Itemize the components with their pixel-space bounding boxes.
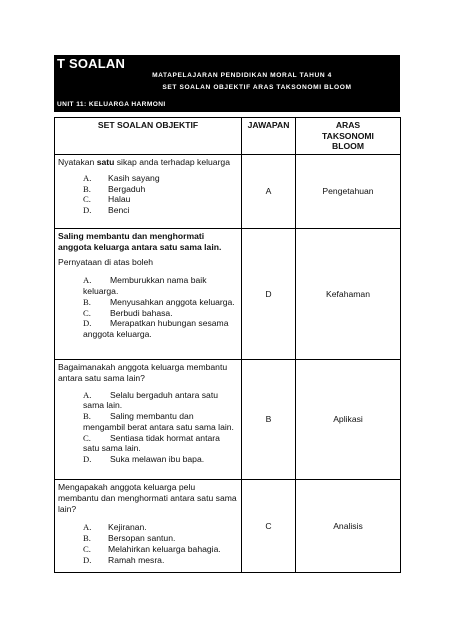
option-a: A. Selalu bergaduh antara satu sama lain.: [83, 389, 218, 411]
answer-cell: A: [242, 155, 296, 229]
table-row: [55, 480, 401, 573]
bloom-level-cell: Aplikasi: [296, 360, 401, 480]
question-cell: [55, 229, 242, 360]
option-b: B. Bersopan santun.: [83, 533, 176, 544]
question-cell: [55, 480, 242, 573]
option-d: D. Merapatkan hubungan sesama anggota keluarga.: [83, 318, 229, 340]
header-unit: UNIT 11: KELUARGA HARMONI: [57, 101, 166, 108]
option-a: A. Memburukkan nama baik keluarga.: [83, 275, 207, 297]
header-bloom-level: ARAS TAKSONOMI BLOOM: [296, 118, 401, 155]
document-header: [54, 55, 400, 112]
option-list: [58, 522, 238, 565]
table-row: [55, 155, 401, 229]
option-list: [58, 390, 238, 465]
question-table: [54, 117, 401, 573]
question-cell: [55, 360, 242, 480]
question-prompt: Pernyataan di atas boleh: [58, 256, 154, 267]
question-statement: Saling membantu dan menghormati anggota keluarga antara satu sama lain.: [58, 231, 222, 252]
option-d: D. Suka melawan ibu bapa.: [83, 454, 205, 465]
header-subject: MATAPELAJARAN PENDIDIKAN MORAL TAHUN 4: [152, 72, 332, 79]
option-d: D. Ramah mesra.: [83, 554, 165, 565]
header-title: T SOALAN: [57, 56, 126, 71]
option-list: [58, 173, 238, 216]
option-b: B. Saling membantu dan mengambil berat antara satu sama lain.: [83, 411, 234, 432]
answer-cell: C: [242, 480, 296, 573]
header-answer: JAWAPAN: [242, 118, 296, 155]
option-c: C. Sentiasa tidak hormat antara satu sama lain.: [83, 432, 220, 454]
table-header-row: [55, 118, 401, 155]
bloom-level-cell: Pengetahuan: [296, 155, 401, 229]
question-cell: [55, 155, 242, 229]
option-list: [58, 275, 238, 339]
option-a: A. Kasih sayang: [83, 172, 160, 183]
option-b: B. Menyusahkan anggota keluarga.: [83, 296, 235, 307]
table-row: [55, 229, 401, 360]
header-question: SET SOALAN OBJEKTIF: [55, 118, 242, 155]
question-stem: Nyatakan satu sikap anda terhadap keluarga: [58, 157, 230, 168]
bloom-level-cell: Analisis: [296, 480, 401, 573]
option-c: C. Berbudi bahasa.: [83, 307, 173, 318]
option-c: C. Melahirkan keluarga bahagia.: [83, 543, 221, 554]
option-c: C. Halau: [83, 194, 131, 205]
question-stem: Mengapakah anggota keluarga pelu membantu dan menghormati antara satu sama lain?: [58, 482, 237, 514]
option-b: B. Bergaduh: [83, 183, 146, 194]
table-row: [55, 360, 401, 480]
answer-cell: D: [242, 229, 296, 360]
question-stem: Bagaimanakah anggota keluarga membantu antara satu sama lain?: [58, 362, 228, 383]
option-d: D. Benci: [83, 205, 130, 216]
option-a: A. Kejiranan.: [83, 522, 147, 533]
header-set-title: SET SOALAN OBJEKTIF ARAS TAKSONOMI BLOOM: [162, 84, 352, 91]
bloom-level-cell: Kefahaman: [296, 229, 401, 360]
answer-cell: B: [242, 360, 296, 480]
